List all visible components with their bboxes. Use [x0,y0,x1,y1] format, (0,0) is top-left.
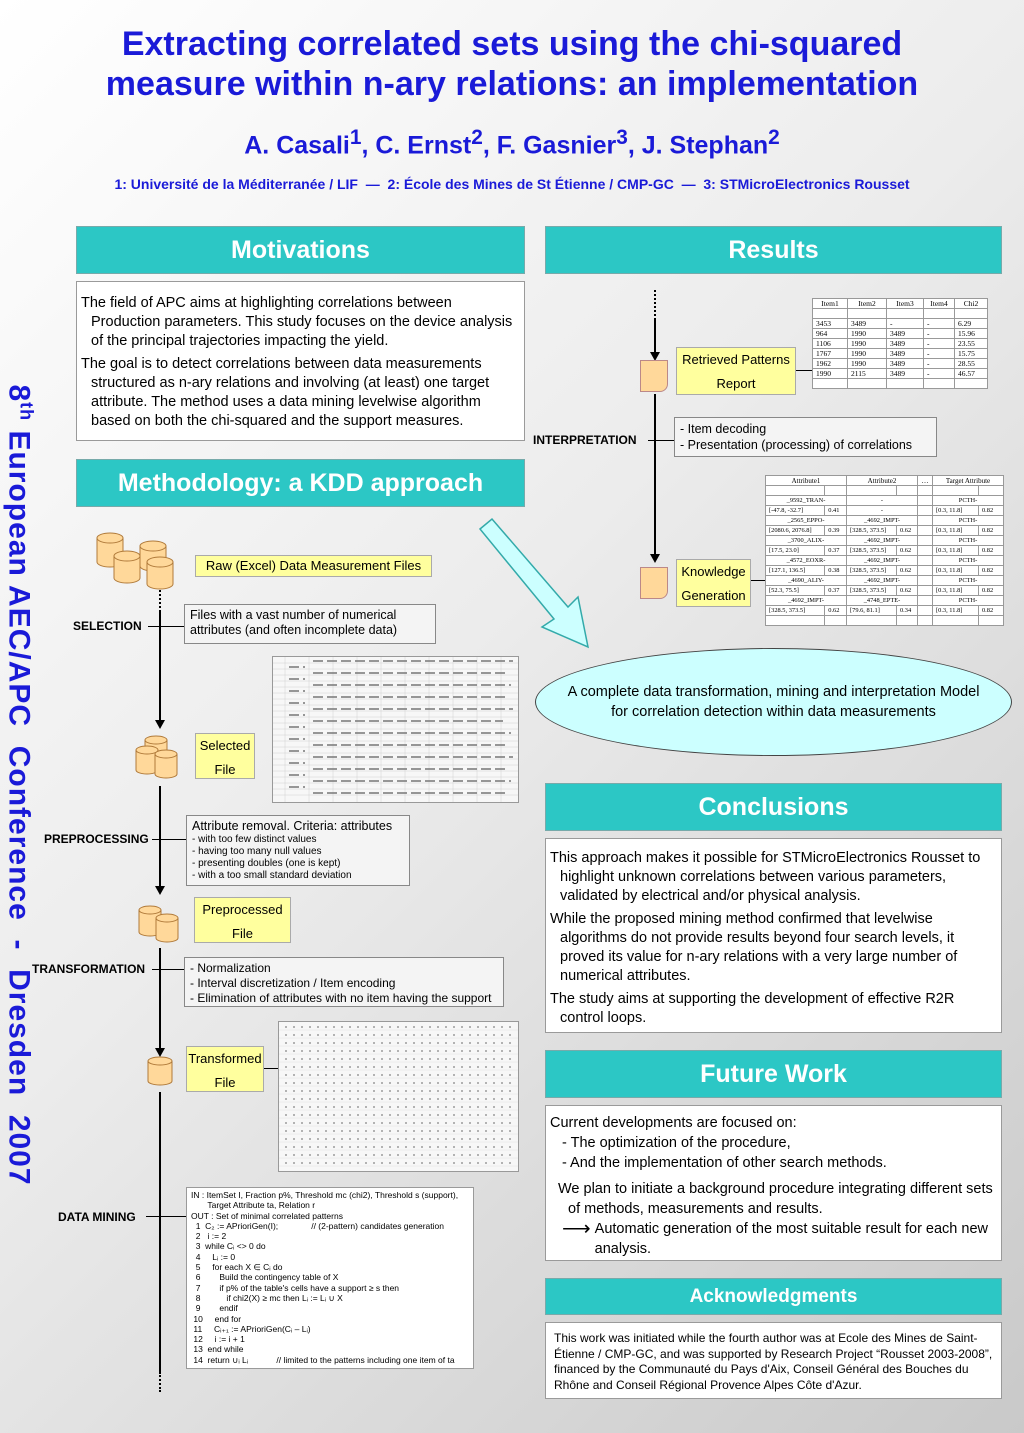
algo-line-1: Target Attribute ta, Relation r [191,1200,316,1211]
table-row: [2080.6, 2076.8] 0.39 [328.5, 373.5] 0.62 [0.3, 11.8] 0.82 [766,526,1004,536]
algo-line-14: 12 i := i + 1 [191,1334,245,1345]
algo-line-12: 10 end for [191,1313,242,1324]
algo-line-8: 6 Build the contingency table of X [191,1272,339,1283]
stage-transformation: TRANSFORMATION [32,962,146,976]
future-line-1: Current developments are focused on: [550,1115,797,1131]
affiliation-sep-1: — [365,176,380,192]
report-line-1: Retrieved Patterns [682,352,790,367]
table-header: … [918,476,933,486]
selection-note: Files with a vast number of numerical attributes (and often incomplete data) [184,604,436,644]
flow-line-4 [159,1092,161,1372]
motivations-box [76,281,525,441]
results-flow-line-2 [654,394,656,554]
algo-line-15: 13 end while [191,1344,244,1355]
spreadsheet-grid-2 [279,1022,518,1171]
spreadsheet-grid-1 [273,657,518,802]
author-3-sup: 3 [616,126,628,149]
table-header-row [813,299,988,309]
table-row: 964 1990 3489 - 15.96 [813,329,988,339]
summary-ellipse [535,648,1012,756]
preprocessing-connector [152,839,186,840]
preprocessing-item-2: - having too many null values [192,846,322,857]
correlations-table [765,475,1004,626]
table-header: Item2 [848,299,887,309]
conference-ordinal-sup: th [16,402,37,422]
conclusions-header: Conclusions [545,783,1002,831]
author-3: F. Gasnier [496,131,617,160]
motivations-header: Motivations [76,226,525,274]
table-header: Item4 [924,299,955,309]
preprocessed-file-line-1: Preprocessed [202,902,283,917]
transformed-data-spreadsheet [278,1021,519,1172]
affiliations [0,176,1024,192]
report-label [676,347,796,395]
transformation-connector [152,969,184,970]
acknowledgments-text: This work was initiated while the fourth author was at Ecole des Mines de Saint-Étienne / CMP-GC, and was supported by Research Project “Rousset 2003-2008”, financed by the Communauté du Pays d'Aix, Conseil Général des Bouches du Rhône and Conseil Régional Provence Alpes Côte d'Azur. [554,1331,993,1392]
preprocessing-title: Attribute removal. Criteria: attributes [192,819,393,833]
interpretation-connector [648,440,674,441]
interpretation-item-1: - Item decoding [680,422,767,436]
future-work-box [545,1105,1002,1261]
algo-line-7: 5 for each X ∈ Cᵢ do [191,1262,283,1273]
table-spacer-row [813,379,988,389]
algo-line-5: 3 while Cᵢ <> 0 do [191,1241,266,1252]
preprocessing-item-1: - with too few distinct values [192,834,317,845]
flow-line-2 [159,786,161,886]
affiliation-sep-2: — [681,176,696,192]
motivations-p1: The field of APC aims at highlighting correlations between Production parameters. This study focuses on the device analysis of the principal trajectories impacting the yield. [81,295,513,349]
methodology-header: Methodology: a KDD approach [76,459,525,507]
conference-sidebar [0,345,40,1225]
selected-file-line-1: Selected [199,738,251,753]
transformed-to-sheet-connector [264,1068,278,1069]
conference-label [2,384,37,1185]
author-1-sup: 1 [349,126,362,149]
table-row: 3453 3489 - - 6.29 [813,319,988,329]
table-header: Attribute1 [766,476,847,486]
acknowledgments-header: Acknowledgments [545,1278,1002,1315]
author-4: J. Stephan [641,131,769,160]
knowledge-line-2: Generation [681,588,746,603]
transformed-file-label [186,1046,264,1092]
preprocessed-file-cylinders-icon [136,904,188,946]
conference-ordinal: 8 [2,384,36,403]
table-header: Chi2 [955,299,988,309]
author-4-sup: 2 [768,126,780,149]
right-arrow-icon: ⟶ [562,1218,591,1240]
interpretation-item-2: - Presentation (processing) of correlations [680,438,913,452]
flow-arrow-2 [155,886,165,895]
knowledge-label [676,559,751,607]
algo-line-2: OUT : Set of minimal correlated patterns [191,1210,343,1221]
algo-line-9: 7 if p% of the table's cells have a support ≥ s then [191,1282,400,1293]
table-row: [328.5, 373.5] 0.62 [79.6, 81.1] 0.34 [0.3, 11.8] 0.82 [766,606,1004,616]
future-line-3: - And the implementation of other search methods. [562,1155,887,1171]
conclusions-p3: The study aims at supporting the development of effective R2R control loops. [550,991,955,1026]
table-header-row [766,476,1004,486]
affiliation-2: 2: École des Mines de St Étienne / CMP-GC [387,176,674,192]
table-spacer-row [813,309,988,319]
table-row: [-47.8, -32.7] 0.41 - [0.3, 11.8] 0.82 [766,506,1004,516]
table-row: _4572_EOXR- _4692_IMPT- PCTH- [766,556,1004,566]
flow-start-dotted [159,590,161,612]
flow-line-3 [159,948,161,1048]
table-row: [17.5, 23.0] 0.37 [328.5, 373.5] 0.62 [0.3, 11.8] 0.82 [766,546,1004,556]
results-flow-line-1 [654,320,656,352]
algo-line-10: 8 if chi2(X) ≥ mc then Lᵢ := Lᵢ ∪ X [191,1292,343,1303]
raw-files-label: Raw (Excel) Data Measurement Files [195,555,432,577]
affiliation-3: 3: STMicroElectronics Rousset [703,176,910,192]
affiliation-1: 1: Université de la Méditerranée / LIF [114,176,358,192]
transformation-item-1: - Normalization [190,961,271,975]
title-line-1: Extracting correlated sets using the chi-squared [121,25,903,63]
correlations-table-wrap [765,475,1004,626]
transformation-item-2: - Interval discretization / Item encoding [190,976,396,990]
title-line-2: measure within n-ary relations: an implementation [105,65,919,103]
table-header: Item1 [813,299,848,309]
table-row: _3700_ALIX- _4692_IMPT- PCTH- [766,536,1004,546]
preprocessed-file-label [194,897,291,943]
authors: A. Casali$^1$, C. Ernst$^2$, F. Gasnier$^3$, J. Stephan$^2$ [244,126,780,160]
author-2-sup: 2 [471,126,483,149]
patterns-table [812,298,988,389]
algo-line-11: 9 endif [191,1303,238,1314]
table-row: _9592_TRAN- - PCTH- [766,496,1004,506]
algo-line-6: 4 Lᵢ := 0 [191,1251,236,1262]
future-line-5-wrap [550,1219,995,1259]
preprocessing-item-4: - with a too small standard deviation [192,870,352,881]
table-row: 1106 1990 3489 - 23.55 [813,339,988,349]
algo-line-4: 2 i := 2 [191,1231,227,1242]
poster-title [0,24,1024,104]
preprocessed-file-line-2: File [232,926,253,941]
future-line-2: - The optimization of the procedure, [562,1135,791,1151]
table-row: [52.3, 75.5] 0.37 [328.5, 373.5] 0.62 [0.3, 11.8] 0.82 [766,586,1004,596]
preprocessing-item-3: - presenting doubles (one is kept) [192,858,341,869]
results-flow-arrow-2 [650,554,660,563]
table-spacer-row [766,486,1004,496]
future-line-5: Automatic generation of the most suitable result for each new analysis. [594,1221,988,1257]
author-1: A. Casali [244,131,350,160]
data-mining-connector [146,1216,186,1217]
selected-file-label [195,733,255,779]
algo-line-0: IN : ItemSet I, Fraction p%, Threshold mc (chi2), Threshold s (support), [191,1190,459,1200]
table-row: 1962 1990 3489 - 28.55 [813,359,988,369]
conference-name: European AEC/APC Conference - Dresden 2007 [2,421,36,1186]
transformed-file-line-2: File [214,1075,236,1090]
future-line-4: We plan to initiate a background procedure integrating different sets of methods, measurements and results. [558,1181,993,1217]
table-header: Item3 [887,299,924,309]
algorithm-box [186,1187,474,1369]
future-work-header: Future Work [545,1050,1002,1098]
report-document-icon [640,360,668,392]
report-to-table-connector [796,370,812,371]
report-line-2: Report [716,376,756,391]
transformation-note [184,957,504,1007]
stage-preprocessing: PREPROCESSING [44,832,149,846]
preprocessing-note [186,815,410,886]
table-header: Attribute2 [847,476,918,486]
flow-arrow-1 [155,720,165,729]
transformation-item-3: - Elimination of attributes with no item having the support [190,991,492,1005]
motivations-p2: The goal is to detect correlations between data measurements structured as n-ary relations and involving (at least) one target attribute. The method uses a data mining levelwise algorithm based on both the chi-squared and the support measures. [81,356,490,429]
transformed-file-line-1: Transformed [188,1051,262,1066]
selected-data-spreadsheet [272,656,519,803]
conclusions-p1: This approach makes it possible for STMicroElectronics Rousset to highlight unknown correlations between various parameters, validated by electrical and/or physical analysis. [550,850,981,904]
conclusions-box [545,838,1002,1033]
stage-selection: SELECTION [73,619,142,633]
knowledge-to-table-connector [751,580,765,581]
selected-file-line-2: File [214,762,236,777]
big-arrow-icon [470,515,600,655]
knowledge-document-icon [640,567,668,599]
raw-files-cylinders-icon [92,530,182,596]
acknowledgments-box [545,1322,1002,1399]
results-header: Results [545,226,1002,274]
stage-data-mining: DATA MINING [58,1210,136,1224]
patterns-table-wrap [812,298,988,389]
conclusions-p2: While the proposed mining method confirmed that levelwise algorithms do not provide results beyond four search levels, it proved its value for n-ary relations with a very large number of numerical attributes. [550,911,958,984]
table-row: _4692_IMPT- _4748_EPTE- PCTH- [766,596,1004,606]
results-flow-dotted [654,290,656,320]
selected-file-cylinders-icon [133,734,185,780]
knowledge-line-1: Knowledge [681,564,746,579]
table-header: Target Attribute [933,476,1004,486]
interpretation-note [674,417,937,457]
table-spacer-row [766,616,1004,626]
table-row: _2565_EPPO- _4692_IMPT- PCTH- [766,516,1004,526]
table-row: 1767 1990 3489 - 15.75 [813,349,988,359]
author-2: C. Ernst [375,131,472,160]
stage-interpretation: INTERPRETATION [533,433,637,447]
algo-line-3: 1 C₂ := APrioriGen(I); // (2-pattern) candidates generation [191,1220,444,1231]
table-row: _4690_ALIY- _4692_IMPT- PCTH- [766,576,1004,586]
table-row: [127.1, 136.5] 0.38 [328.5, 373.5] 0.62 [0.3, 11.8] 0.82 [766,566,1004,576]
summary-text: A complete data transformation, mining and interpretation Model for correlation detection within data measurements [567,684,980,720]
algo-line-16: 14 return ∪ᵢ Lᵢ // limited to the patterns including one item of ta [191,1354,455,1365]
algo-line-13: 11 Cᵢ₊₁ := APrioriGen(Cᵢ – Lᵢ) [191,1323,311,1334]
selection-connector [148,626,184,627]
transformed-file-cylinder-icon [145,1055,175,1087]
flow-line-1 [159,612,161,720]
table-row: 1990 2115 3489 - 46.57 [813,369,988,379]
flow-end-dotted [159,1372,161,1392]
